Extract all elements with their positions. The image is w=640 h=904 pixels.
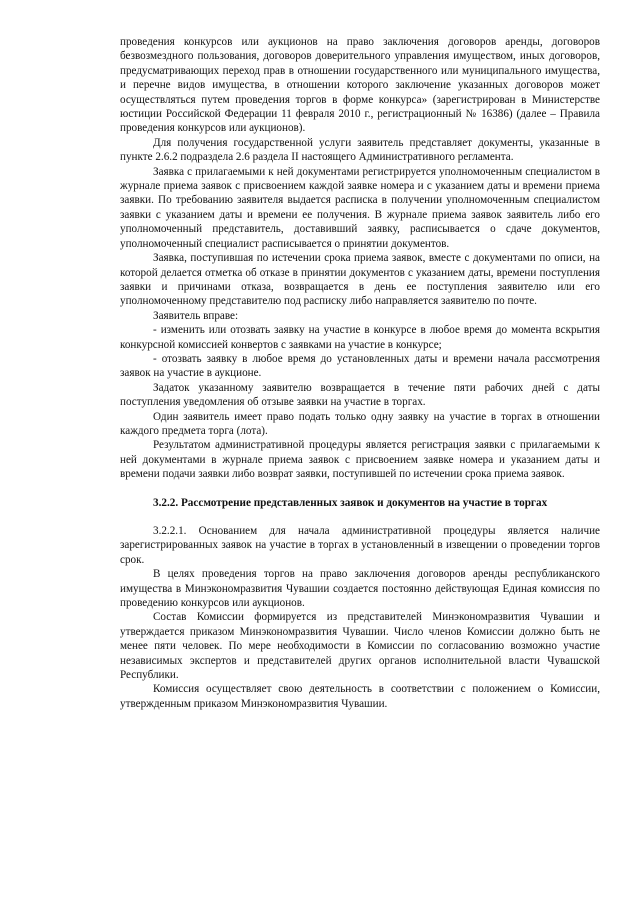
paragraph: Заявка, поступившая по истечении срока приема заявок, вместе с документами по описи, на которой делается отметка об отказе в принятии документов с указанием даты, времени поступления заявки и причинами отказа, возвращается в день ее поступления заявителю или его уполномоченному представителю под расписку либо направляется заявителю по почте. [120, 252, 600, 308]
paragraph: Задаток указанному заявителю возвращается в течение пяти рабочих дней с даты поступления уведомления об отзыве заявки на участие в торгах. [120, 381, 600, 409]
paragraph: Заявитель вправе: [153, 309, 239, 322]
paragraph: Состав Комиссии формируется из представителей Минэкономразвития Чувашии и утверждается приказом Минэкономразвития Чувашии. Число членов Комиссии должно быть не менее пяти человек. По мере необходимости в Комиссии по согласованию возможно участие независимых экспертов и представителей других органов исполнительной власти Чувашской Республики. [120, 611, 600, 682]
paragraph: Результатом административной процедуры является регистрация заявки с прилагаемыми к ней документами в журнале приема заявок с присвоением заявке номера и указанием даты и времени подачи заявки либо возврат заявки, поступившей по истечении срока приема заявок. [120, 439, 600, 481]
paragraph: Заявка с прилагаемыми к ней документами регистрируется уполномоченным специалистом в журнале приема заявок с присвоением каждой заявке номера и с указанием даты и времени приема заявки. По требованию заявителя выдается расписка в получении уполномоченным специалистом заявки с указанием даты и времени ее получения. В журнале приема заявок заявитель либо его уполномоченный представитель, доставивший заявку, расписывается о сдаче документов, уполномоченный специалист расписывается о принятии документов. [120, 165, 600, 250]
paragraph: проведения конкурсов или аукционов на право заключения договоров аренды, договоров безвозмездного пользования, договоров доверительного управления имуществом, иных договоров, предусматривающих переход прав в отношении государственного или муниципального имущества, и перечне видов имущества, в отношении которого заключение указанных договоров может осуществляться путем проведения торгов в форме конкурса» (зарегистрирован в Министерстве юстиции Российской Федерации 11 февраля 2010 г., регистрационный № 16386) (далее – Правила проведения конкурсов или аукционов). [120, 36, 600, 135]
paragraph: Комиссия осуществляет свою деятельность в соответствии с положением о Комиссии, утвержденным приказом Минэкономразвития Чувашии. [120, 683, 600, 710]
list-item: - отозвать заявку в любое время до установленных даты и времени начала рассмотрения заявок на участие в аукционе. [120, 352, 600, 380]
paragraph: Один заявитель имеет право подать только одну заявку на участие в торгах в отношении каждого предмета торга (лота). [120, 410, 600, 437]
spacer [120, 482, 600, 496]
paragraph: В целях проведения торгов на право заключения договоров аренды республиканского имущества в Минэкономразвития Чувашии создается постоянно действующая Единая комиссия по проведению конкурсов или аукционов. [120, 568, 600, 610]
list-item: - изменить или отозвать заявку на участие в конкурсе в любое время до момента вскрытия конкурсной комиссией конвертов с заявками на участие в конкурсе; [120, 324, 600, 351]
section-heading: 3.2.2. Рассмотрение представленных заявок и документов на участие в торгах [153, 496, 548, 509]
spacer [120, 510, 600, 524]
paragraph: 3.2.2.1. Основанием для начала административной процедуры является наличие зарегистрированных заявок на участие в торгах в установленный в извещении о проведении торгов срок. [120, 525, 600, 566]
paragraph: Для получения государственной услуги заявитель представляет документы, указанные в пункте 2.6.2 подраздела 2.6 раздела II настоящего Административного регламента. [120, 136, 600, 164]
document-body [120, 35, 600, 711]
